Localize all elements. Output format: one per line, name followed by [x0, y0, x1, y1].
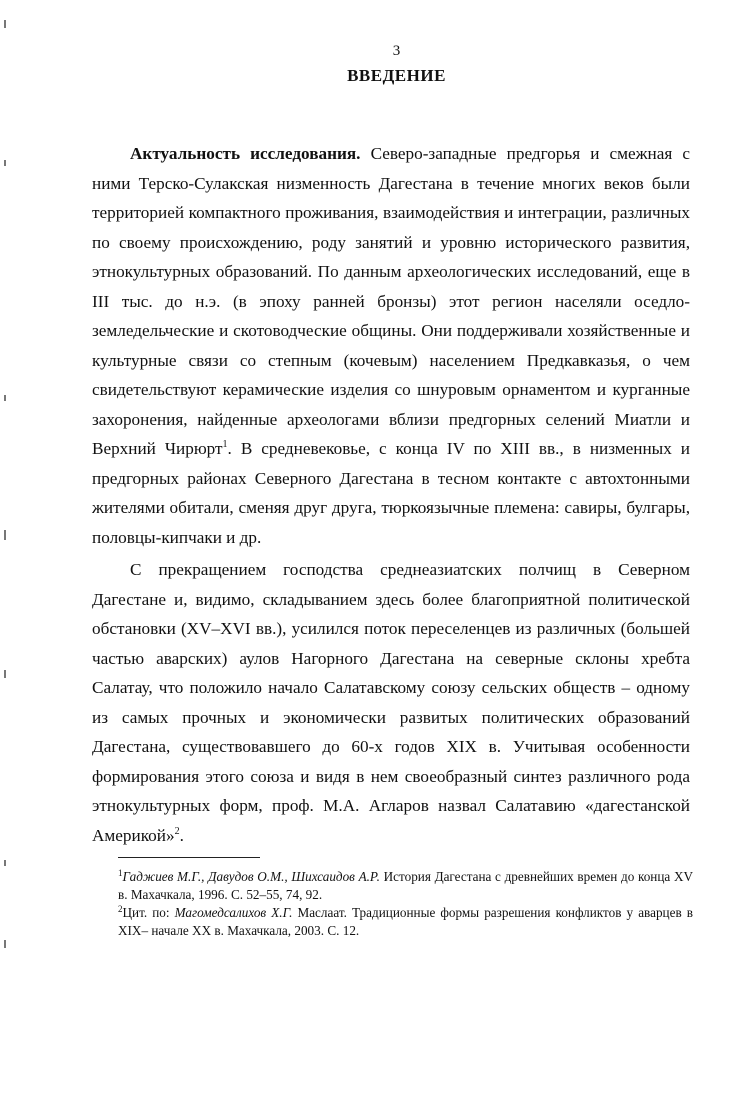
scan-mark [4, 530, 6, 540]
footnote-reference: 1 [222, 439, 228, 450]
paragraph-relevance [92, 139, 690, 552]
paragraph-text: Северо-западные предгорья и смежная с ними Терско-Сулакская низменность Дагестана в течение многих веков были территорией компактного проживания, взаимодействия и интеграции, различных по своему происхождению, роду занятий и уровню исторического развития, этнокультурных образований. По данным археологических исследований, еще в III тыс. до н.э. (в эпоху ранней бронзы) этот регион населяли оседло-земледельческие и скотоводческие общины. Они поддерживали хозяйственные и культурные связи со степным (кочевым) населением Предкавказья, о чем свидетельствуют керамические изделия со шнуровым орнаментом и курганные захоронения, найденные археологами вблизи предгорных селений Миатли и Верхний Чирюрт [92, 144, 690, 458]
footnote-text: Маслаат. Традиционные формы разрешения конфликтов у аварцев в XIX– начале XX в. Махачкала, 2003. С. 12. [118, 905, 693, 938]
paragraph-text: . [179, 825, 184, 845]
footnote-prefix: Цит. по: [122, 905, 175, 920]
body-text [92, 139, 690, 850]
scan-mark [4, 20, 6, 28]
scan-mark [4, 160, 6, 166]
paragraph-salatavia [92, 555, 690, 850]
footnote-text: История Дагестана с древнейших времен до конца XV в. Махачкала, 1996. С. 52–55, 74, 92. [118, 869, 693, 902]
paragraph-text: С прекращением господства среднеазиатских полчищ в Северном Дагестане и, видимо, складыванием здесь более благоприятной политической обстановки (XV–XVI вв.), усилился поток переселенцев из различных (большей частью аварских) аулов Нагорного Дагестана на северные склоны хребта Салатау, что положило начало Салатавскому союзу сельских обществ – одному из самых прочных и экономически развитых политических образований Дагестана, существовавшего до 60-х годов XIX в. Учитывая особенности формирования этого союза и видя в нем своеобразный синтез различного рода этнокультурных форм, проф. М.А. Агларов назвал Салатавию «дагестанской Америкой» [92, 560, 690, 845]
paragraph-lead: Актуальность исследования. [130, 144, 361, 163]
scan-mark [4, 670, 6, 678]
footnote-item [118, 868, 693, 903]
footnote-item [118, 904, 693, 939]
footnote-reference: 2 [174, 825, 180, 837]
footnotes [118, 868, 693, 940]
footnote-authors: Магомедсалихов Х.Г. [174, 905, 293, 920]
footnote-divider [118, 857, 260, 858]
scan-edge-marks [0, 0, 16, 1100]
page-title: ВВЕДЕНИЕ [347, 66, 446, 85]
scan-mark [4, 395, 6, 401]
scan-mark [4, 940, 6, 948]
footnote-authors: Гаджиев М.Г., Давудов О.М., Шихсаидов А.Р. [122, 869, 380, 884]
paragraph-text: . В средневековье, с конца IV по XIII вв., в низменных и предгорных районах Северного Дагестана в тесном контакте с автохтонными жителями обитали, сменяя друг друга, тюркоязычные племена: савиры, булгары, половцы-кипчаки и др. [92, 439, 690, 547]
footnote-mark: 1 [118, 868, 123, 878]
scan-mark [4, 860, 6, 866]
footnote-mark: 2 [118, 904, 123, 914]
page-number: 3 [392, 43, 401, 59]
